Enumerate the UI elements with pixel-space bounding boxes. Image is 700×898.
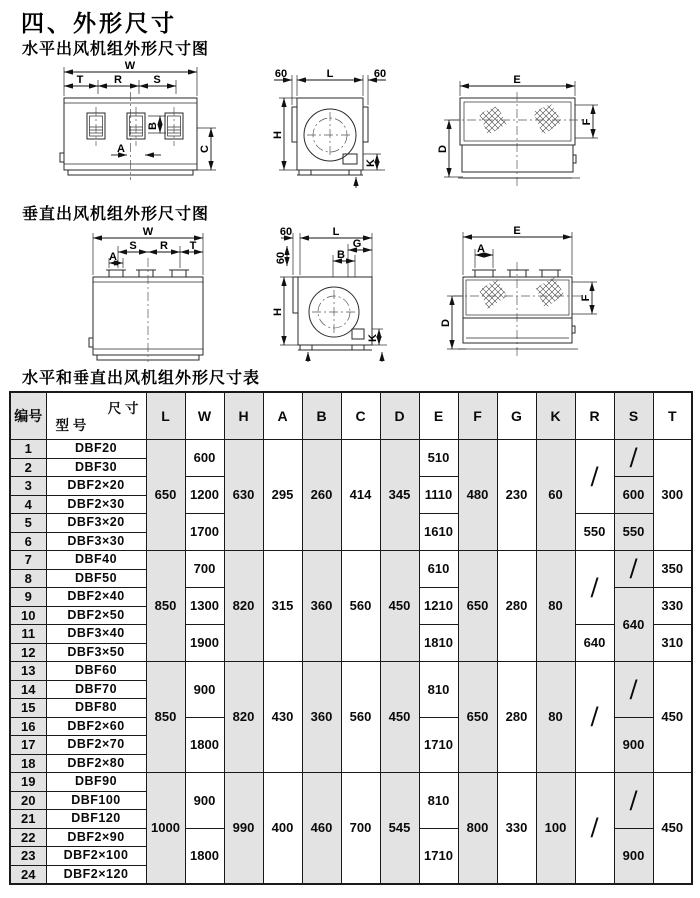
- dim-label-d: D: [440, 319, 452, 327]
- row-number: 11: [10, 625, 46, 644]
- cell-H: 990: [224, 773, 263, 885]
- cell-S: /: [614, 440, 653, 477]
- cell-S: /: [614, 773, 653, 829]
- col-header-G: G: [497, 392, 536, 440]
- model-name: DBF80: [46, 699, 146, 718]
- col-header-H: H: [224, 392, 263, 440]
- model-name: DBF120: [46, 810, 146, 829]
- cell-G: 280: [497, 551, 536, 662]
- cell-W: 1800: [185, 828, 224, 884]
- dim-label-b: B: [147, 122, 159, 130]
- table-row: [10, 662, 692, 681]
- horizontal-section-title: 水平出风机组外形尺寸图: [22, 41, 210, 58]
- dim-label-l: L: [332, 226, 340, 238]
- cell-B: 360: [302, 662, 341, 773]
- dim-label-r: R: [160, 240, 168, 252]
- row-number: 12: [10, 643, 46, 662]
- col-header-S: S: [614, 392, 653, 440]
- cell-R: /: [575, 662, 614, 773]
- cell-K: 80: [536, 662, 575, 773]
- dim-label-s: S: [129, 240, 137, 252]
- model-name: DBF60: [46, 662, 146, 681]
- dim-label-a: A: [109, 251, 117, 263]
- cell-W: 600: [185, 440, 224, 477]
- cell-F: 650: [458, 662, 497, 773]
- table-title: 水平和垂直出风机组外形尺寸表: [22, 370, 261, 387]
- cell-D: 345: [380, 440, 419, 551]
- diagram-horizontal-top: [437, 74, 598, 186]
- cell-E: 810: [419, 773, 458, 829]
- dim-label-f: F: [581, 118, 593, 126]
- col-header-E: E: [419, 392, 458, 440]
- dim-label-c: C: [199, 145, 211, 153]
- cell-S: 600: [614, 477, 653, 514]
- model-name: DBF2×30: [46, 495, 146, 514]
- model-name: DBF2×100: [46, 847, 146, 866]
- row-number: 22: [10, 828, 46, 847]
- dim-label-f: F: [580, 294, 592, 302]
- model-name: DBF2×60: [46, 717, 146, 736]
- model-name: DBF100: [46, 791, 146, 810]
- col-header-C: C: [341, 392, 380, 440]
- cell-R: /: [575, 551, 614, 625]
- model-name: DBF2×120: [46, 865, 146, 884]
- cell-S: 640: [614, 588, 653, 662]
- cell-C: 560: [341, 662, 380, 773]
- dim-label-t: T: [189, 240, 197, 252]
- row-number: 6: [10, 532, 46, 551]
- row-number: 14: [10, 680, 46, 699]
- cell-R: /: [575, 440, 614, 514]
- cell-K: 80: [536, 551, 575, 662]
- dim-label-h: H: [272, 131, 284, 139]
- dim-label-60-top: 60: [279, 226, 293, 238]
- model-name: DBF3×50: [46, 643, 146, 662]
- cell-D: 545: [380, 773, 419, 885]
- cell-H: 820: [224, 551, 263, 662]
- col-header-number: 编号: [10, 392, 46, 440]
- diagram-vertical-top: [440, 225, 597, 357]
- dim-label-a: A: [117, 143, 125, 155]
- col-header-D: D: [380, 392, 419, 440]
- cell-B: 460: [302, 773, 341, 885]
- cell-R: 640: [575, 625, 614, 662]
- cell-C: 560: [341, 551, 380, 662]
- dimension-table: [9, 391, 693, 885]
- row-number: 19: [10, 773, 46, 792]
- cell-E: 1810: [419, 625, 458, 662]
- row-number: 18: [10, 754, 46, 773]
- dim-label-b: B: [337, 249, 345, 261]
- cell-R: /: [575, 773, 614, 885]
- cell-B: 360: [302, 551, 341, 662]
- cell-C: 414: [341, 440, 380, 551]
- cell-C: 700: [341, 773, 380, 885]
- horizontal-unit-diagrams: [0, 56, 700, 201]
- dim-label-s: S: [153, 74, 161, 86]
- cell-W: 700: [185, 551, 224, 588]
- row-number: 23: [10, 847, 46, 866]
- col-header-W: W: [185, 392, 224, 440]
- dim-label-k: K: [365, 159, 377, 167]
- model-name: DBF2×90: [46, 828, 146, 847]
- cell-A: 315: [263, 551, 302, 662]
- cell-S: /: [614, 662, 653, 718]
- cell-T: 450: [653, 662, 692, 773]
- row-number: 17: [10, 736, 46, 755]
- row-number: 8: [10, 569, 46, 588]
- cell-E: 610: [419, 551, 458, 588]
- model-name: DBF3×40: [46, 625, 146, 644]
- cell-D: 450: [380, 662, 419, 773]
- row-number: 5: [10, 514, 46, 533]
- cell-E: 810: [419, 662, 458, 718]
- row-number: 10: [10, 606, 46, 625]
- model-name: DBF20: [46, 440, 146, 459]
- cell-T: 330: [653, 588, 692, 625]
- cell-F: 800: [458, 773, 497, 885]
- cell-E: 1610: [419, 514, 458, 551]
- cell-A: 430: [263, 662, 302, 773]
- cell-S: 550: [614, 514, 653, 551]
- model-name: DBF2×50: [46, 606, 146, 625]
- cell-W: 900: [185, 773, 224, 829]
- col-header-F: F: [458, 392, 497, 440]
- row-number: 20: [10, 791, 46, 810]
- cell-A: 295: [263, 440, 302, 551]
- diagram-vertical-front: [89, 226, 203, 362]
- dim-label-a: A: [477, 243, 485, 255]
- row-number: 13: [10, 662, 46, 681]
- col-header-R: R: [575, 392, 614, 440]
- row-number: 4: [10, 495, 46, 514]
- page-title: 四、外形尺寸: [21, 10, 177, 36]
- cell-L: 850: [146, 551, 185, 662]
- cell-S: /: [614, 551, 653, 588]
- cell-E: 1110: [419, 477, 458, 514]
- table-row: [10, 551, 692, 570]
- vertical-unit-diagrams: [0, 220, 700, 363]
- col-header-T: T: [653, 392, 692, 440]
- dim-corner-label: 尺 寸: [107, 401, 139, 416]
- cell-G: 230: [497, 440, 536, 551]
- model-name: DBF30: [46, 458, 146, 477]
- col-header-K: K: [536, 392, 575, 440]
- row-number: 24: [10, 865, 46, 884]
- header-row: [10, 392, 692, 440]
- cell-S: 900: [614, 828, 653, 884]
- cell-A: 400: [263, 773, 302, 885]
- cell-E: 1710: [419, 828, 458, 884]
- cell-H: 630: [224, 440, 263, 551]
- model-name: DBF2×80: [46, 754, 146, 773]
- model-name: DBF2×70: [46, 736, 146, 755]
- row-number: 16: [10, 717, 46, 736]
- cell-W: 1800: [185, 717, 224, 773]
- cell-D: 450: [380, 551, 419, 662]
- diagram-vertical-side: [272, 226, 387, 362]
- row-number: 21: [10, 810, 46, 829]
- table-row: [10, 440, 692, 459]
- model-name: DBF3×20: [46, 514, 146, 533]
- cell-W: 1200: [185, 477, 224, 514]
- dim-label-d: D: [437, 145, 449, 153]
- cell-W: 1300: [185, 588, 224, 625]
- cell-T: 310: [653, 625, 692, 662]
- cell-W: 1900: [185, 625, 224, 662]
- model-corner-label: 型 号: [55, 418, 87, 433]
- row-number: 15: [10, 699, 46, 718]
- dim-label-60-side: 60: [275, 251, 287, 265]
- cell-L: 850: [146, 662, 185, 773]
- model-name: DBF2×40: [46, 588, 146, 607]
- model-name: DBF40: [46, 551, 146, 570]
- cell-K: 100: [536, 773, 575, 885]
- col-header-model-dim: [46, 392, 146, 440]
- cell-F: 480: [458, 440, 497, 551]
- dim-label-h: H: [272, 308, 284, 316]
- dim-label-l: L: [326, 68, 334, 80]
- cell-G: 330: [497, 773, 536, 885]
- dim-label-60-right: 60: [373, 68, 387, 80]
- dim-label-e: E: [513, 74, 521, 86]
- dim-label-w: W: [142, 226, 154, 238]
- row-number: 7: [10, 551, 46, 570]
- model-name: DBF70: [46, 680, 146, 699]
- cell-E: 1710: [419, 717, 458, 773]
- dim-label-g: G: [352, 238, 362, 250]
- cell-K: 60: [536, 440, 575, 551]
- table-row: [10, 773, 692, 792]
- dim-label-r: R: [114, 74, 122, 86]
- cell-E: 1210: [419, 588, 458, 625]
- cell-F: 650: [458, 551, 497, 662]
- cell-L: 650: [146, 440, 185, 551]
- vertical-section-title: 垂直出风机组外形尺寸图: [22, 206, 210, 223]
- cell-W: 1700: [185, 514, 224, 551]
- model-name: DBF50: [46, 569, 146, 588]
- cell-T: 300: [653, 440, 692, 551]
- cell-T: 450: [653, 773, 692, 885]
- col-header-L: L: [146, 392, 185, 440]
- row-number: 9: [10, 588, 46, 607]
- cell-E: 510: [419, 440, 458, 477]
- dim-label-e: E: [513, 225, 521, 237]
- cell-L: 1000: [146, 773, 185, 885]
- col-header-B: B: [302, 392, 341, 440]
- cell-W: 900: [185, 662, 224, 718]
- dim-label-60-left: 60: [274, 68, 288, 80]
- dim-label-w: W: [124, 60, 136, 72]
- cell-B: 260: [302, 440, 341, 551]
- dim-label-k: K: [367, 334, 379, 342]
- diagram-horizontal-side: [272, 68, 386, 188]
- col-header-A: A: [263, 392, 302, 440]
- model-name: DBF2×20: [46, 477, 146, 496]
- dim-label-t: T: [76, 74, 84, 86]
- row-number: 2: [10, 458, 46, 477]
- model-name: DBF3×30: [46, 532, 146, 551]
- cell-R: 550: [575, 514, 614, 551]
- cell-H: 820: [224, 662, 263, 773]
- row-number: 1: [10, 440, 46, 459]
- cell-S: 900: [614, 717, 653, 773]
- cell-G: 280: [497, 662, 536, 773]
- diagram-horizontal-front: [60, 60, 216, 180]
- cell-T: 350: [653, 551, 692, 588]
- model-name: DBF90: [46, 773, 146, 792]
- row-number: 3: [10, 477, 46, 496]
